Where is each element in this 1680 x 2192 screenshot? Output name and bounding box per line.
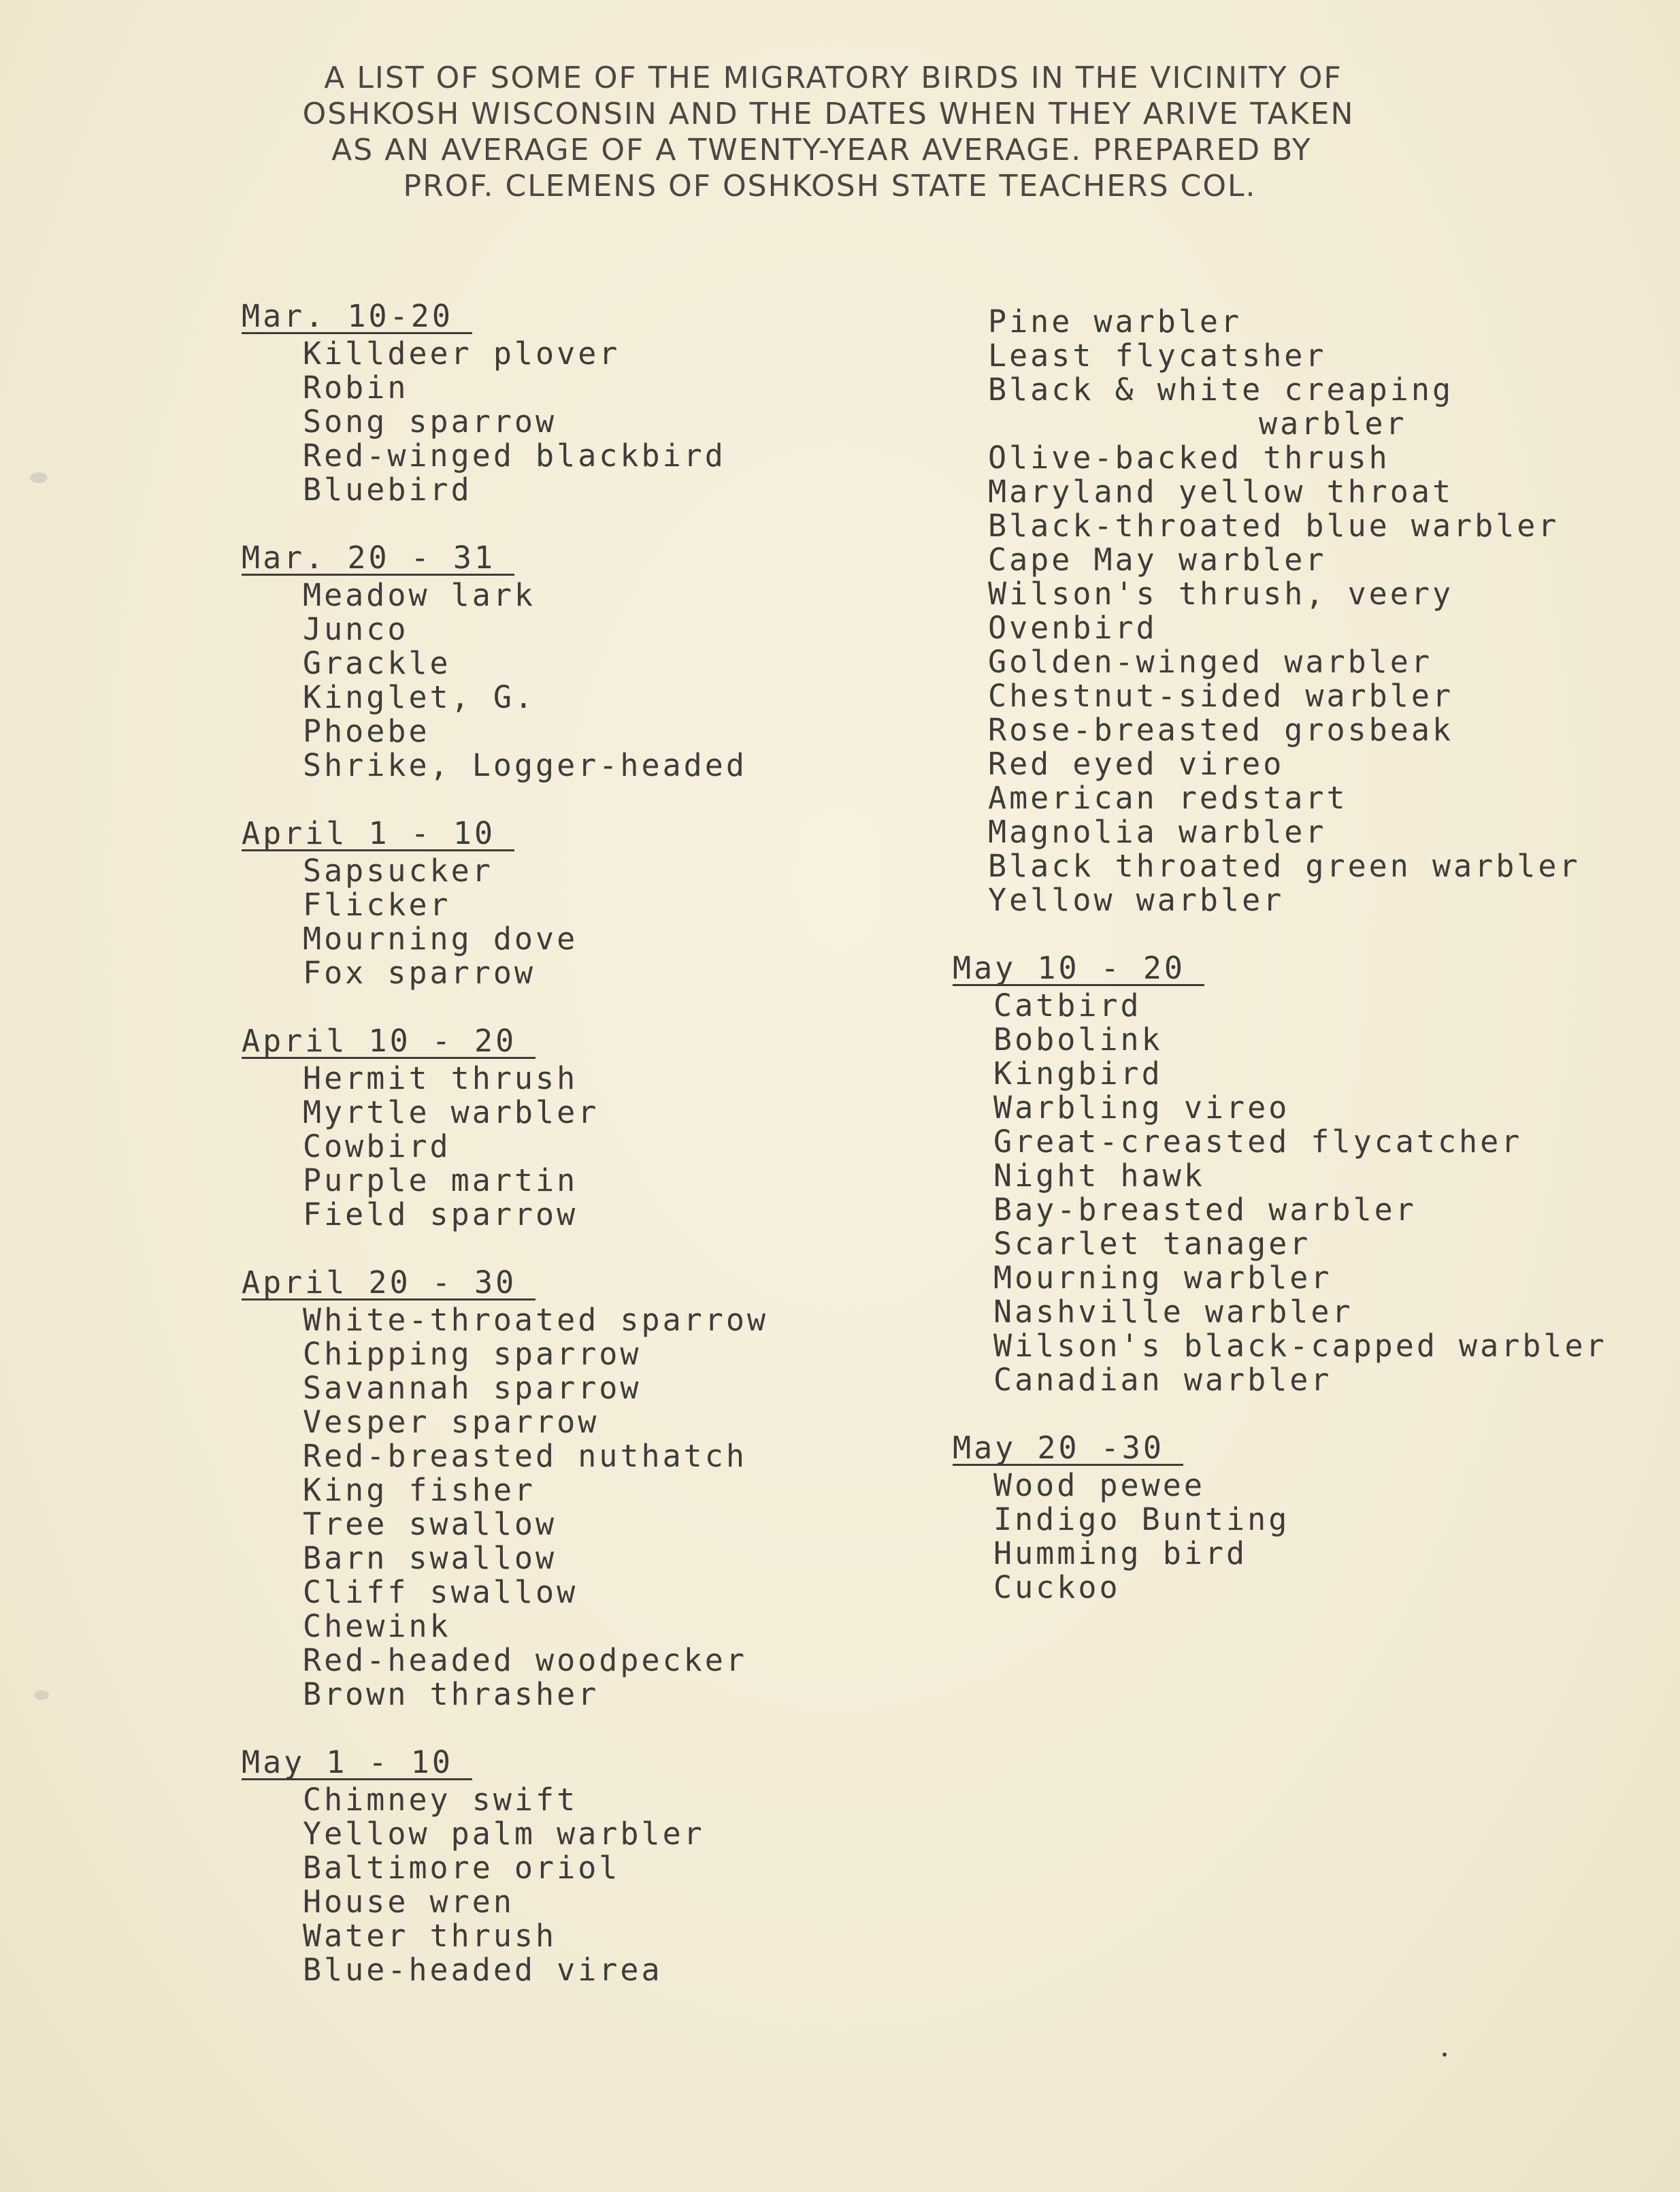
bird-name: Warbling vireo — [993, 1090, 1290, 1126]
bird-name: Indigo Bunting — [993, 1501, 1290, 1537]
bird-name: Shrike, Logger-headed — [303, 747, 747, 783]
bird-name: Chimney swift — [303, 1782, 578, 1818]
title-line: OSHKOSH WISCONSIN AND THE DATES WHEN THEY ARIVE TAKEN — [302, 97, 1355, 131]
bird-name: Vesper sparrow — [303, 1404, 599, 1440]
bird-name: Grackle — [303, 645, 451, 681]
bird-name: Killdeer plover — [303, 336, 621, 372]
bird-name: Catbird — [993, 987, 1142, 1024]
bird-name: Cliff swallow — [303, 1574, 578, 1610]
bird-name: Pine warbler — [988, 304, 1242, 340]
bird-name: Tree swallow — [303, 1506, 557, 1542]
bird-name: Yellow warbler — [988, 882, 1285, 918]
bird-name: Fox sparrow — [303, 955, 536, 991]
bird-name: Bobolink — [993, 1021, 1163, 1058]
bird-name: Bluebird — [303, 472, 472, 508]
bird-name-wrap: warbler — [1259, 406, 1407, 442]
bird-name: Red-headed woodpecker — [303, 1642, 747, 1678]
title-line: A LIST OF SOME OF THE MIGRATORY BIRDS IN THE VICINITY OF — [324, 61, 1343, 95]
date-group — [242, 1746, 768, 1987]
bird-name: American redstart — [988, 780, 1348, 816]
right-column — [953, 305, 1607, 1639]
bird-name: Hermit thrush — [303, 1060, 578, 1096]
bird-name: Maryland yellow throat — [988, 474, 1454, 510]
bird-name: Barn swallow — [303, 1540, 557, 1576]
bird-name: Chestnut-sided warbler — [988, 678, 1454, 714]
date-heading: May 20 -30 — [953, 1433, 1183, 1466]
ink-speck — [1443, 2052, 1447, 2057]
bird-name: Black-throated blue warbler — [988, 508, 1560, 544]
date-heading: May 10 - 20 — [953, 953, 1204, 986]
bird-name: Mourning warbler — [993, 1260, 1332, 1296]
bird-name: Ovenbird — [988, 610, 1157, 646]
bird-name: Humming bird — [993, 1535, 1248, 1571]
bird-name: Chipping sparrow — [303, 1336, 642, 1372]
date-heading: April 10 - 20 — [242, 1026, 536, 1059]
bird-name: Cape May warbler — [988, 542, 1327, 578]
paper-blemish — [34, 1690, 49, 1700]
bird-name: Robin — [303, 370, 409, 406]
bird-name: Bay-breasted warbler — [993, 1192, 1417, 1228]
bird-name: Meadow lark — [303, 577, 536, 613]
bird-name: Field sparrow — [303, 1196, 578, 1232]
date-heading: Mar. 20 - 31 — [242, 542, 514, 576]
bird-name: Kingbird — [993, 1056, 1163, 1092]
bird-name: Cuckoo — [993, 1569, 1121, 1605]
bird-name: Black & white creaping — [988, 372, 1454, 408]
bird-name: Flicker — [303, 887, 451, 923]
bird-name: Least flycatsher — [988, 338, 1327, 374]
bird-name: Wilson's black-capped warbler — [993, 1328, 1607, 1364]
bird-name: Rose-breasted grosbeak — [988, 712, 1454, 748]
bird-name: Red-breasted nuthatch — [303, 1438, 747, 1474]
bird-name: Purple martin — [303, 1162, 578, 1198]
date-group — [242, 299, 768, 507]
date-group — [953, 1431, 1607, 1605]
bird-name: Night hawk — [993, 1158, 1205, 1194]
bird-name: Black throated green warbler — [988, 848, 1581, 884]
bird-name: Cowbird — [303, 1128, 451, 1164]
document-title — [0, 60, 1680, 204]
bird-name: Yellow palm warbler — [303, 1816, 705, 1852]
bird-name: Chewink — [303, 1608, 451, 1644]
bird-name: Water thrush — [303, 1918, 557, 1954]
bird-name: Sapsucker — [303, 853, 493, 889]
bird-name: Magnolia warbler — [988, 814, 1327, 850]
bird-name: Canadian warbler — [993, 1362, 1332, 1398]
bird-name: Red-winged blackbird — [303, 438, 726, 474]
bird-name: Nashville warbler — [993, 1294, 1353, 1330]
bird-name: Myrtle warbler — [303, 1094, 599, 1130]
bird-name: Mourning dove — [303, 921, 578, 957]
continuation-list — [953, 305, 1607, 917]
title-line: AS AN AVERAGE OF A TWENTY-YEAR AVERAGE. PREPARED BY — [331, 133, 1312, 167]
bird-name: Scarlet tanager — [993, 1226, 1311, 1262]
bird-name: Baltimore oriol — [303, 1850, 621, 1886]
bird-name: Great-creasted flycatcher — [993, 1124, 1523, 1160]
title-line: PROF. CLEMENS OF OSHKOSH STATE TEACHERS COL. — [403, 169, 1257, 203]
date-heading: April 1 - 10 — [242, 818, 514, 851]
date-heading: May 1 - 10 — [242, 1747, 472, 1780]
bird-name: Brown thrasher — [303, 1676, 599, 1712]
bird-name: White-throated sparrow — [303, 1302, 769, 1338]
paper-blemish — [30, 472, 48, 483]
date-group — [953, 951, 1607, 1397]
date-group — [242, 541, 768, 783]
date-heading: April 20 - 30 — [242, 1267, 536, 1301]
bird-name: Wilson's thrush, veery — [988, 576, 1454, 612]
bird-name: House wren — [303, 1884, 514, 1920]
bird-name: Junco — [303, 611, 409, 647]
bird-name: Olive-backed thrush — [988, 440, 1390, 476]
left-column — [242, 299, 768, 2021]
bird-name: Golden-winged warbler — [988, 644, 1432, 680]
date-group — [242, 1266, 768, 1712]
bird-name: Kinglet, G. — [303, 679, 536, 715]
bird-name: Blue-headed virea — [303, 1952, 663, 1988]
bird-name: Wood pewee — [993, 1467, 1205, 1503]
bird-name: King fisher — [303, 1472, 536, 1508]
bird-name: Red eyed vireo — [988, 746, 1285, 782]
bird-name: Savannah sparrow — [303, 1370, 642, 1406]
date-group — [242, 817, 768, 990]
date-group — [242, 1024, 768, 1232]
bird-name: Phoebe — [303, 713, 430, 749]
bird-name: Song sparrow — [303, 404, 557, 440]
date-heading: Mar. 10-20 — [242, 301, 472, 334]
